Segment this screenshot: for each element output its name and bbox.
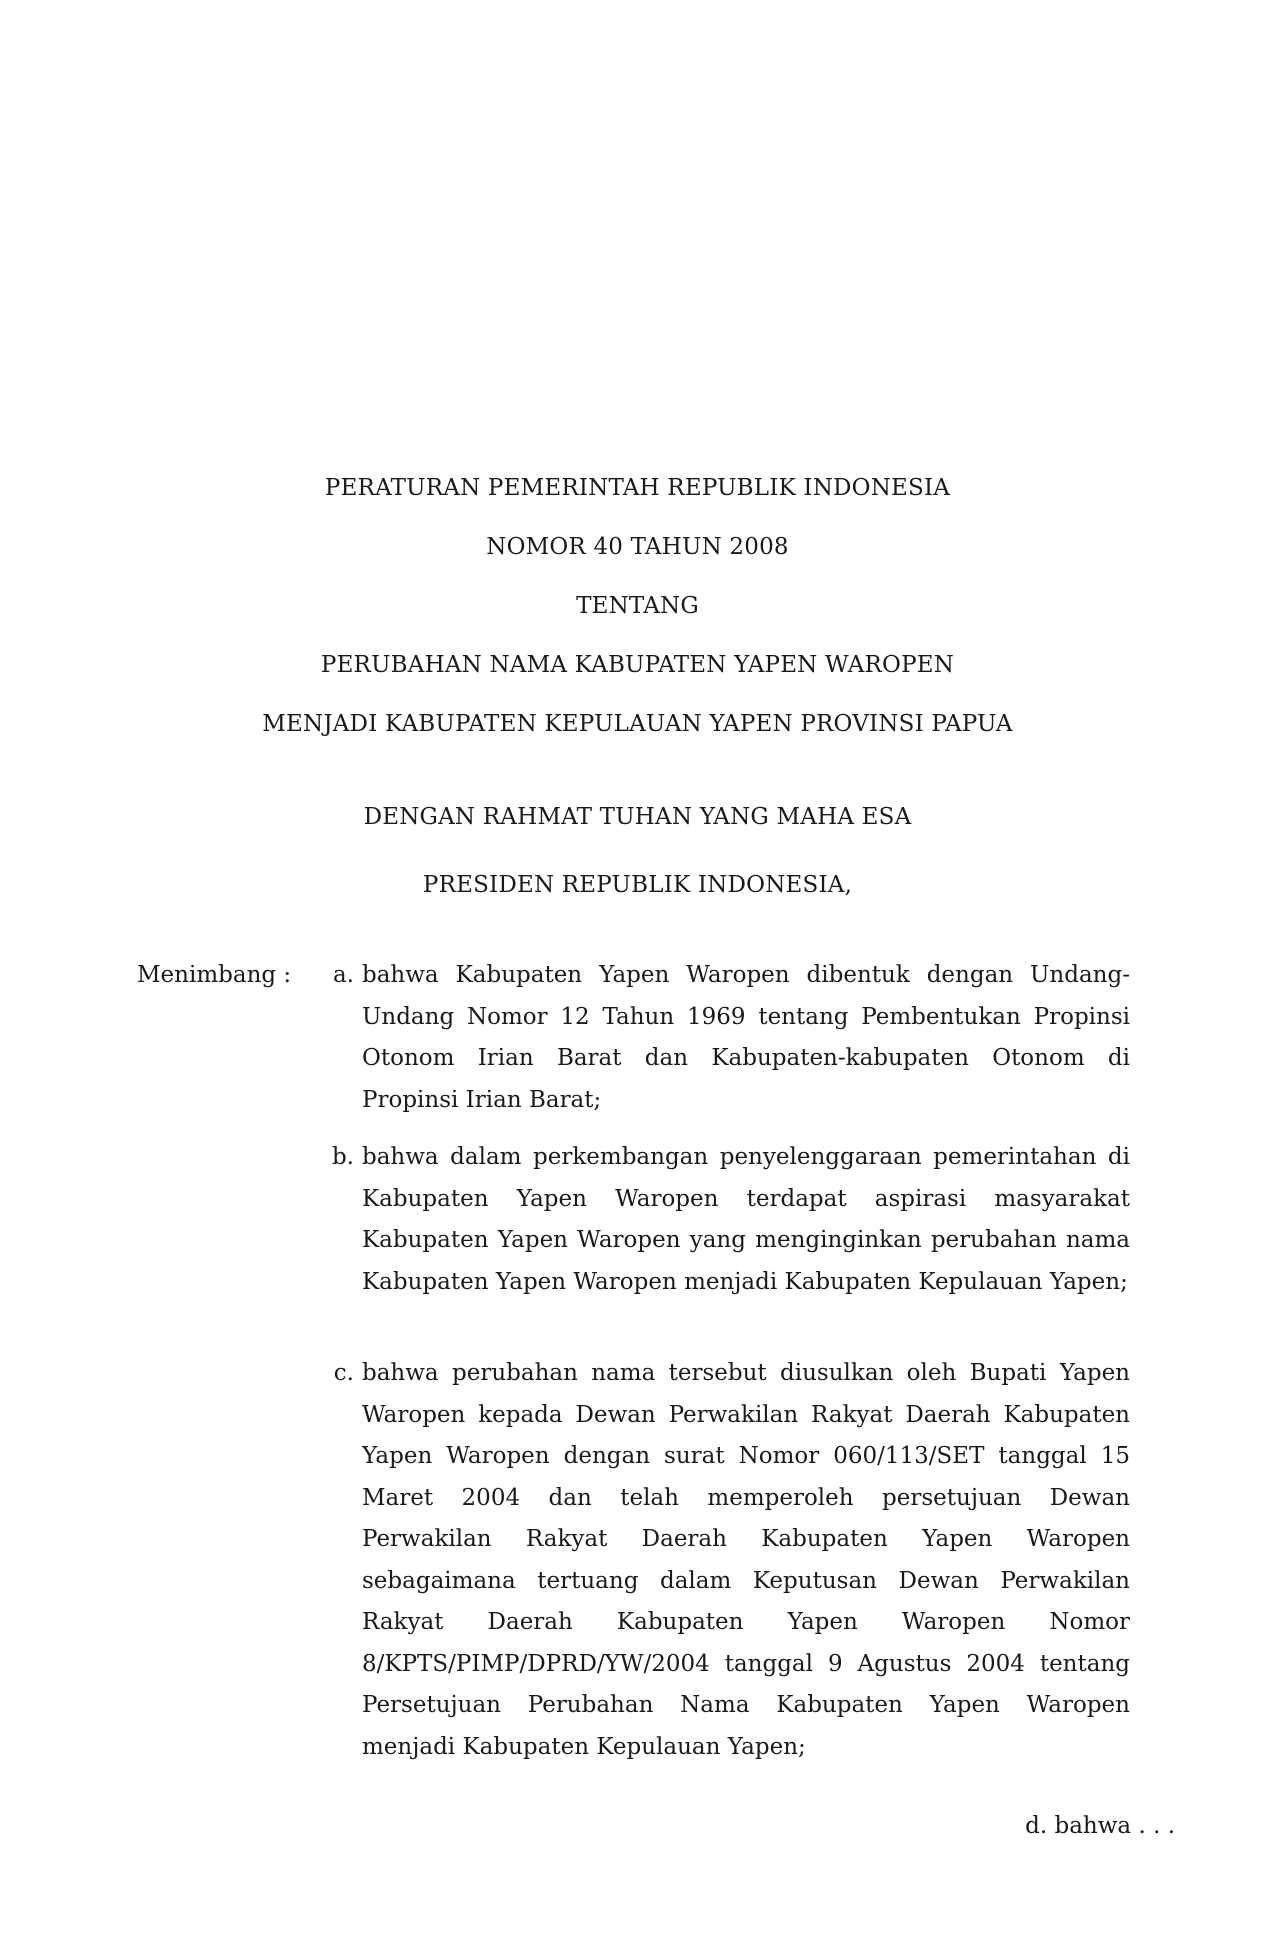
considering-label: Menimbang : [137, 962, 292, 988]
item-letter: b. [331, 1144, 354, 1170]
item-text: bahwa perubahan nama tersebut diusulkan oleh Bupati Yapen Waropen kepada Dewan Perwakilan Rakyat Daerah Kabupaten Yapen Waropen dengan surat Nomor 060/113/SET tanggal 15 Maret 2004 dan telah memperoleh persetujuan Dewan Perwakilan Rakyat Daerah Kabupaten Yapen Waropen sebagaimana tertuang dalam Keputusan Dewan Perwakilan Rakyat Daerah Kabupaten Yapen Waropen Nomor 8/KPTS/PIMP/DPRD/YW/2004 tanggal 9 Agustus 2004 tentang Persetujuan Perubahan Nama Kabupaten Yapen Waropen menjadi Kabupaten Kepulauan Yapen; [362, 1360, 1130, 1760]
item-text: bahwa dalam perkembangan penyelenggaraan pemerintahan di Kabupaten Yapen Waropen terdapat aspirasi masyarakat Kabupaten Yapen Waropen yang menginginkan perubahan nama Kabupaten Yapen Waropen menjadi Kabupaten Kepulauan Yapen; [362, 1144, 1130, 1295]
issuer: PRESIDEN REPUBLIK INDONESIA, [422, 872, 853, 898]
item-letter: c. [333, 1360, 354, 1386]
page-continuation-marker: d. bahwa . . . [1025, 1813, 1175, 1839]
regulation-about-label: TENTANG [576, 593, 699, 619]
regulation-title: PERATURAN PEMERINTAH REPUBLIK INDONESIA [324, 475, 951, 501]
regulation-subject-line-1: PERUBAHAN NAMA KABUPATEN YAPEN WAROPEN [320, 652, 955, 678]
regulation-subject-line-2: MENJADI KABUPATEN KEPULAUAN YAPEN PROVINSI PAPUA [262, 711, 1013, 737]
item-letter: a. [332, 962, 354, 988]
invocation: DENGAN RAHMAT TUHAN YANG MAHA ESA [363, 804, 912, 830]
regulation-number: NOMOR 40 TAHUN 2008 [486, 534, 789, 560]
item-text: bahwa Kabupaten Yapen Waropen dibentuk dengan Undang-Undang Nomor 12 Tahun 1969 tentang Pembentukan Propinsi Otonom Irian Barat dan Kabupaten-kabupaten Otonom di Propinsi Irian Barat; [362, 962, 1130, 1113]
